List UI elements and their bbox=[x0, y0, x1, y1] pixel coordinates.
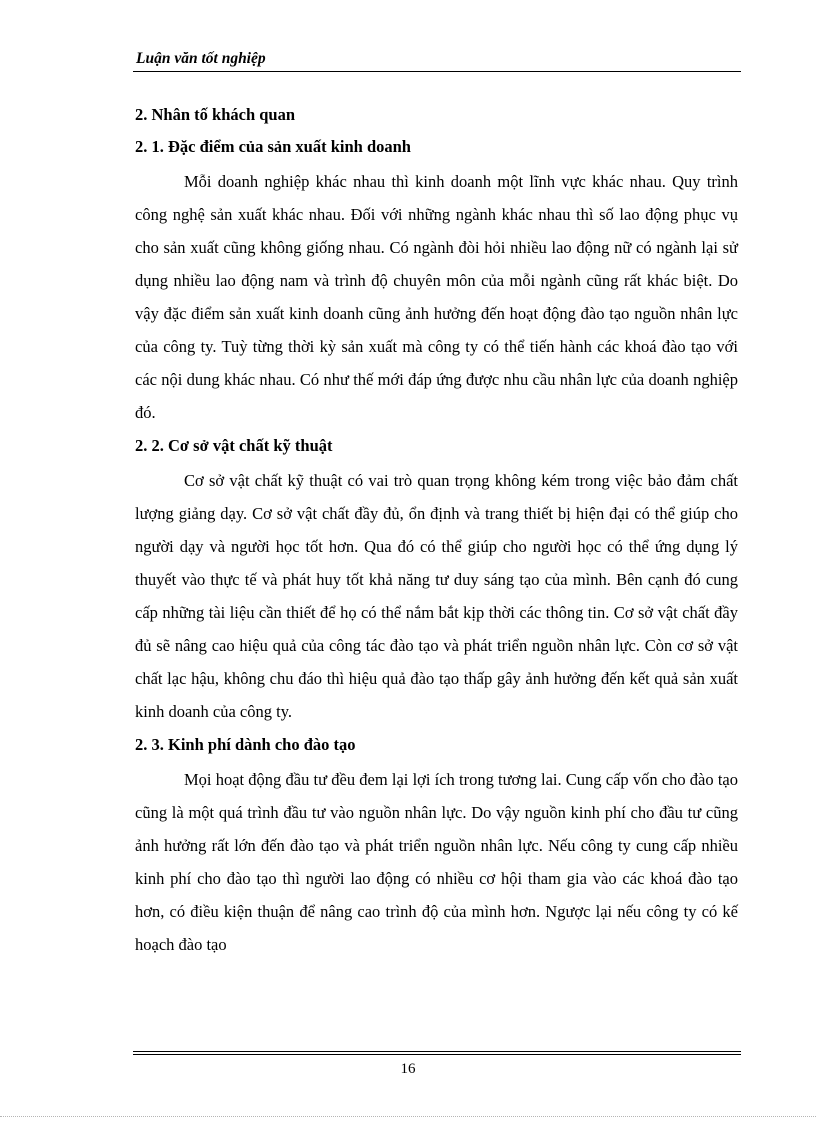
paragraph-3: Mọi hoạt động đầu tư đều đem lại lợi ích trong tương lai. Cung cấp vốn cho đào tạo cũng là một quá trình đầu tư vào nguồn nhân lực. Do vậy nguồn kinh phí cho đầu tư cũng ảnh hưởng rất lớn đến đào tạo và phát triển nguồn nhân lực. Nếu công ty cung cấp nhiều kinh phí cho đào tạo thì người lao động có nhiều cơ hội tham gia vào các khoá đào tạo hơn, có điều kiện thuận để nâng cao trình độ của mình hơn. Ngược lại nếu công ty có kế hoạch đào tạo bbox=[135, 770, 738, 954]
header-divider bbox=[133, 71, 741, 72]
footer-divider-top bbox=[133, 1051, 741, 1052]
footer-divider-bottom bbox=[133, 1054, 741, 1055]
page-edge-dotted-line bbox=[0, 1116, 816, 1117]
paragraph-1: Mỗi doanh nghiệp khác nhau thì kinh doanh một lĩnh vực khác nhau. Quy trình công nghệ sản xuất khác nhau. Đối với những ngành khác nhau thì số lao động phục vụ cho sản xuất cũng không giống nhau. Có ngành đòi hỏi nhiều lao động nữ có ngành lại sử dụng nhiều lao động nam và trình độ chuyên môn của mỗi ngành cũng rất khác biệt. Do vậy đặc điểm sản xuất kinh doanh cũng ảnh hưởng đến hoạt động đào tạo nguồn nhân lực của công ty. Tuỳ từng thời kỳ sản xuất mà công ty có thể tiến hành các khoá đào tạo với các nội dung khác nhau. Có như thế mới đáp ứng được nhu cầu nhân lực của doanh nghiệp đó. bbox=[135, 172, 738, 422]
page-body bbox=[135, 104, 738, 967]
page-number: 16 bbox=[400, 1061, 416, 1077]
subsection-heading-2: 2. 2. Cơ sở vật chất kỹ thuật bbox=[135, 436, 333, 455]
section-heading: 2. Nhân tố khách quan bbox=[135, 105, 296, 124]
subsection-heading-1: 2. 1. Đặc điểm của sản xuất kinh doanh bbox=[135, 137, 411, 156]
subsection-heading-3: 2. 3. Kinh phí dành cho đào tạo bbox=[135, 735, 356, 754]
paragraph-2: Cơ sở vật chất kỹ thuật có vai trò quan trọng không kém trong việc bảo đảm chất lượng giảng dạy. Cơ sở vật chất đầy đủ, ổn định và trang thiết bị hiện đại có thể giúp cho người dạy và người học tốt hơn. Qua đó có thể giúp cho người học có thể ứng dụng lý thuyết vào thực tế và phát huy tốt khả năng tư duy sáng tạo của mình. Bên cạnh đó cung cấp những tài liệu cần thiết để họ có thể nắm bắt kịp thời các thông tin. Cơ sở vật chất đầy đủ sẽ nâng cao hiệu quả của công tác đào tạo và phát triển nguồn nhân lực. Còn cơ sở vật chất lạc hậu, không chu đáo thì hiệu quả đào tạo thấp gây ảnh hưởng đến kết quả sản xuất kinh doanh của công ty. bbox=[135, 471, 738, 721]
header-title: Luận văn tốt nghiệp bbox=[136, 50, 266, 67]
